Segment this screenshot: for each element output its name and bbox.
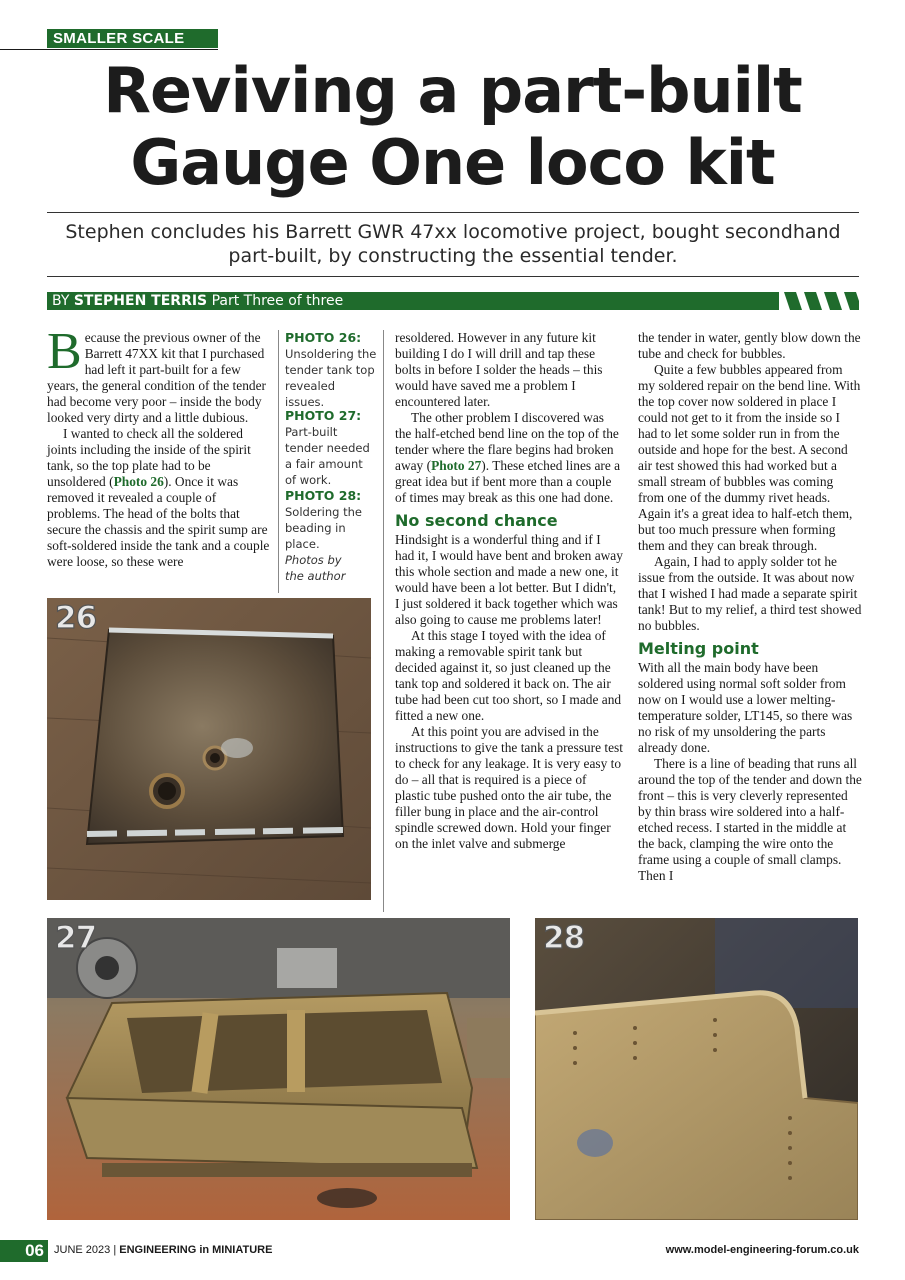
paragraph: Again, I had to apply solder tot he issue from the outside. It was about now that I wished I had made a separate spirit tank! But to my relief, a third test showed no bubbles. xyxy=(638,554,862,633)
page-number: 06 xyxy=(0,1240,48,1262)
paragraph: Quite a few bubbles appeared from my soldered repair on the bend line. With the top cover now soldered in place I could not get to it from the inside so I had to let some solder run in from the outside and hope for the best. A second air test showed this had worked but a small stream of bubbles was coming from one of the dummy rivet heads. Again it's a great idea to half-etch them, but too much pressure when forming them and they can break through. xyxy=(638,362,861,553)
subheading: Melting point xyxy=(638,639,759,658)
body-column-1 xyxy=(47,323,271,570)
caption-title: PHOTO 27: xyxy=(285,408,362,423)
photo-number: 27 xyxy=(55,920,97,956)
website-url: www.model-engineering-forum.co.uk xyxy=(665,1244,859,1256)
paragraph: At this point you are advised in the instructions to give the tank a pressure test to check for any leakage. It is very easy to do – all that is required is a piece of plastic tube pushed onto the air tube, the filler bung in place and the air-control spindle screwed down. Hold your finger on the inlet valve and submerge xyxy=(395,724,623,851)
paragraph: At this stage I toyed with the idea of making a removable spirit tank but decided against it, so just cleaned up the tank top and soldered it back on. The air tube had been cut too short, so I made and fitted a new one. xyxy=(395,628,622,723)
photo-26 xyxy=(47,598,371,900)
section-tag: SMALLER SCALE xyxy=(47,29,218,48)
paragraph: Hindsight is a wonderful thing and if I had it, I would have bent and broken away this whole section and made a new one, it would have been a lot better. But I didn't, I just soldered it back together which was also going to cause me problems later! xyxy=(395,532,623,627)
caption-title: PHOTO 26: xyxy=(285,330,362,345)
photo-number: 28 xyxy=(543,920,585,956)
photo-reference: Photo 26 xyxy=(113,474,164,489)
byline xyxy=(47,292,779,310)
photo-reference: Photo 27 xyxy=(431,458,482,473)
caption-title: PHOTO 28: xyxy=(285,488,362,503)
body-column-4 xyxy=(638,330,862,884)
byline-part: Part Three of three xyxy=(211,293,344,309)
column-rule xyxy=(383,330,384,912)
paragraph: resoldered. However in any future kit building I do I will drill and tap these bolts in before I solder the heads – this would have saved me a problem I encountered later. xyxy=(395,330,603,409)
photo-28 xyxy=(535,918,858,1220)
byline-stripes xyxy=(784,292,859,310)
divider-top xyxy=(47,212,859,213)
byline-prefix: BY xyxy=(52,293,70,309)
photo-number: 26 xyxy=(55,600,97,636)
subheading: No second chance xyxy=(395,511,558,530)
paragraph: With all the main body have been soldered using normal soft solder from now on I would use a lower melting-temperature solder, LT145, so there was no risk of my unsoldering the parts already done. xyxy=(638,660,853,755)
caption-photo-26 xyxy=(285,330,377,410)
paragraph: The other problem I discovered was the half-etched bend line on the top of the tender where the flare begins had broken away (Photo 27). These etched lines are a great idea but if bent more than a couple of times may break as this one had done. xyxy=(395,410,621,505)
photo-27 xyxy=(47,918,510,1220)
byline-author: STEPHEN TERRIS xyxy=(73,293,208,309)
standfirst: Stephen concludes his Barrett GWR 47xx locomotive project, bought secondhand part-built, by constructing the essential tender. xyxy=(65,221,841,267)
drop-cap: B xyxy=(47,323,82,380)
caption-text: Part-built tender needed a fair amount of work. xyxy=(285,425,370,487)
body-column-3 xyxy=(395,330,623,852)
headline-line-1: Reviving a part-built xyxy=(103,54,802,127)
magazine-name: ENGINEERING in MINIATURE xyxy=(119,1244,273,1256)
issue-date: JUNE 2023 xyxy=(54,1244,111,1256)
caption-text: Unsoldering the tender tank top revealed issues. xyxy=(285,347,377,409)
caption-photo-28 xyxy=(285,488,377,552)
paragraph: the tender in water, gently blow down the tube and check for bubbles. xyxy=(638,330,861,361)
photo-credit: Photos by the author xyxy=(285,553,346,583)
caption-photo-27 xyxy=(285,408,377,488)
divider-bottom xyxy=(47,276,859,277)
column-rule xyxy=(278,330,279,593)
headline-line-2: Gauge One loco kit xyxy=(130,126,775,199)
headline xyxy=(40,55,865,199)
issue-info: JUNE 2023 | ENGINEERING in MINIATURE xyxy=(54,1244,273,1256)
section-rule xyxy=(0,49,218,50)
paragraph: I wanted to check all the soldered joints including the inside of the spirit tank, so the top plate had to be unsoldered (Photo 26). Once it was removed it revealed a couple of problems. The head of the bolts that secure the chassis and the spirit sump are soft-soldered inside the tank and a couple were loose, so these were xyxy=(47,426,270,569)
caption-text: Soldering the beading in place. xyxy=(285,505,362,551)
page-footer xyxy=(0,1240,905,1264)
paragraph: ecause the previous owner of the Barrett 47XX kit that I purchased had left it part-built for a few years, the general condition of the tender had become very poor – inside the body looked very dirty and a little dubious. xyxy=(47,330,266,425)
paragraph: There is a line of beading that runs all around the top of the tender and down the front – this is very cleverly represented by thin brass wire soldered into a half-etched recess. I started in the middle at the back, clamping the wire onto the frame using a couple of small clamps. Then I xyxy=(638,756,862,883)
